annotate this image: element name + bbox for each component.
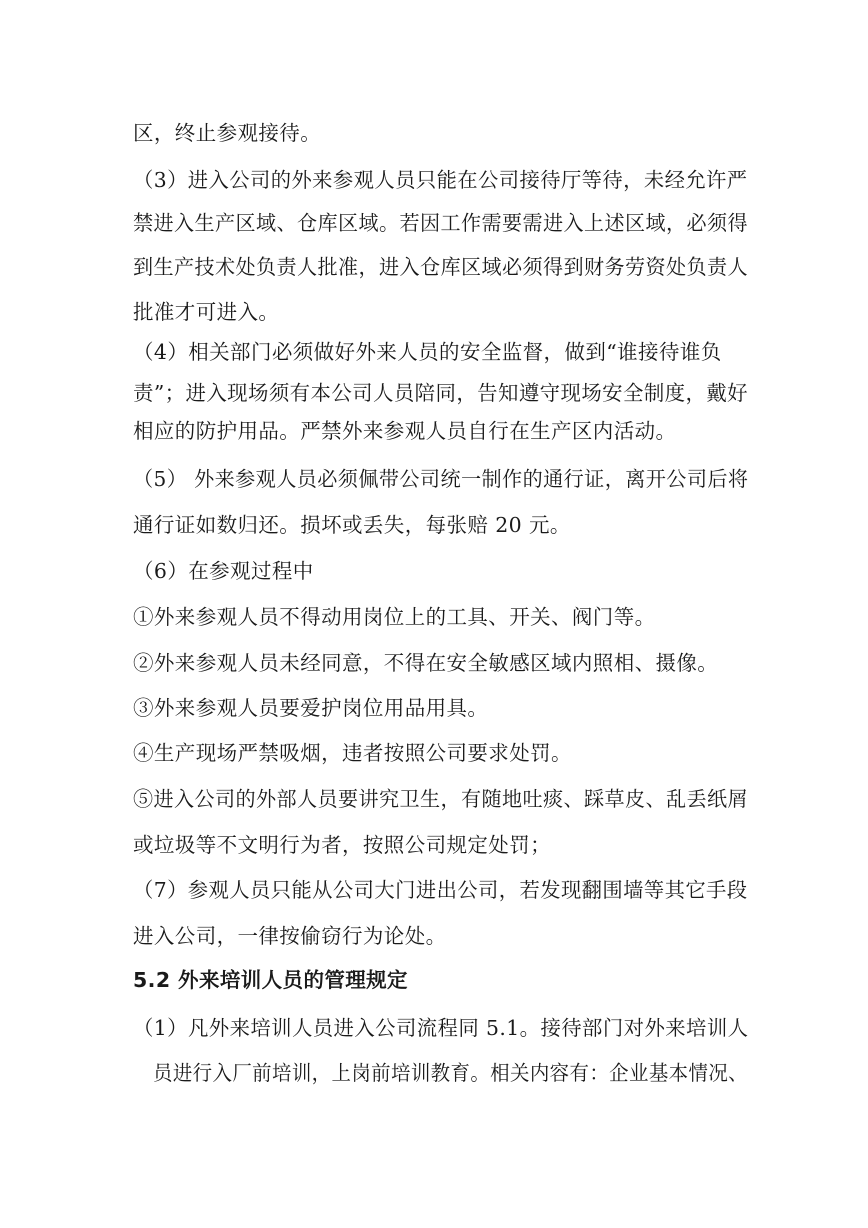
paragraph-line: 责”；进入现场须有本公司人员陪同，告知遵守现场安全制度，戴好 (133, 381, 749, 405)
paragraph-line: 通行证如数归还。损坏或丢失，每张赔 20 元。 (133, 513, 571, 537)
paragraph-line: ⑤进入公司的外部人员要讲究卫生，有随地吐痰、踩草皮、乱丢纸屑 (133, 787, 749, 811)
paragraph-line: 批准才可进入。 (133, 300, 280, 324)
paragraph-line: ①外来参观人员不得动用岗位上的工具、开关、阀门等。 (133, 605, 656, 629)
paragraph-line: 相应的防护用品。严禁外来参观人员自行在生产区内活动。 (133, 419, 677, 443)
paragraph-line: （5） 外来参观人员必须佩带公司统一制作的通行证，离开公司后将 (133, 467, 749, 491)
paragraph-line: 或垃圾等不文明行为者，按照公司规定处罚； (133, 833, 551, 857)
paragraph-line: 区，终止参观接待。 (133, 121, 322, 145)
paragraph-line: （7）参观人员只能从公司大门进出公司，若发现翻围墙等其它手段 (133, 878, 748, 902)
paragraph-line: 禁进入生产区域、仓库区域。若因工作需要需进入上述区域，必须得 (133, 211, 749, 235)
paragraph-line: 进入公司，一律按偷窃行为论处。 (133, 924, 447, 948)
paragraph-line: （1）凡外来培训人员进入公司流程同 5.1。接待部门对外来培训人 (133, 1016, 749, 1040)
section-heading: 5.2 外来培训人员的管理规定 (133, 968, 408, 992)
paragraph-line: ②外来参观人员未经同意，不得在安全敏感区域内照相、摄像。 (133, 651, 719, 675)
paragraph-line: （3）进入公司的外来参观人员只能在公司接待厅等待，未经允许严 (133, 168, 748, 192)
paragraph-line: ④生产现场严禁吸烟，违者按照公司要求处罚。 (133, 741, 572, 765)
paragraph-line: （4）相关部门必须做好外来人员的安全监督，做到“谁接待谁负 (133, 340, 722, 364)
paragraph-line: （6）在参观过程中 (133, 559, 314, 583)
paragraph-line: 到生产技术处负责人批准，进入仓库区域必须得到财务劳资处负责人 (133, 255, 749, 279)
paragraph-line: ③外来参观人员要爱护岗位用品用具。 (133, 696, 489, 720)
paragraph-line: 员进行入厂前培训，上岗前培训教育。相关内容有：企业基本情况、 (153, 1061, 749, 1085)
